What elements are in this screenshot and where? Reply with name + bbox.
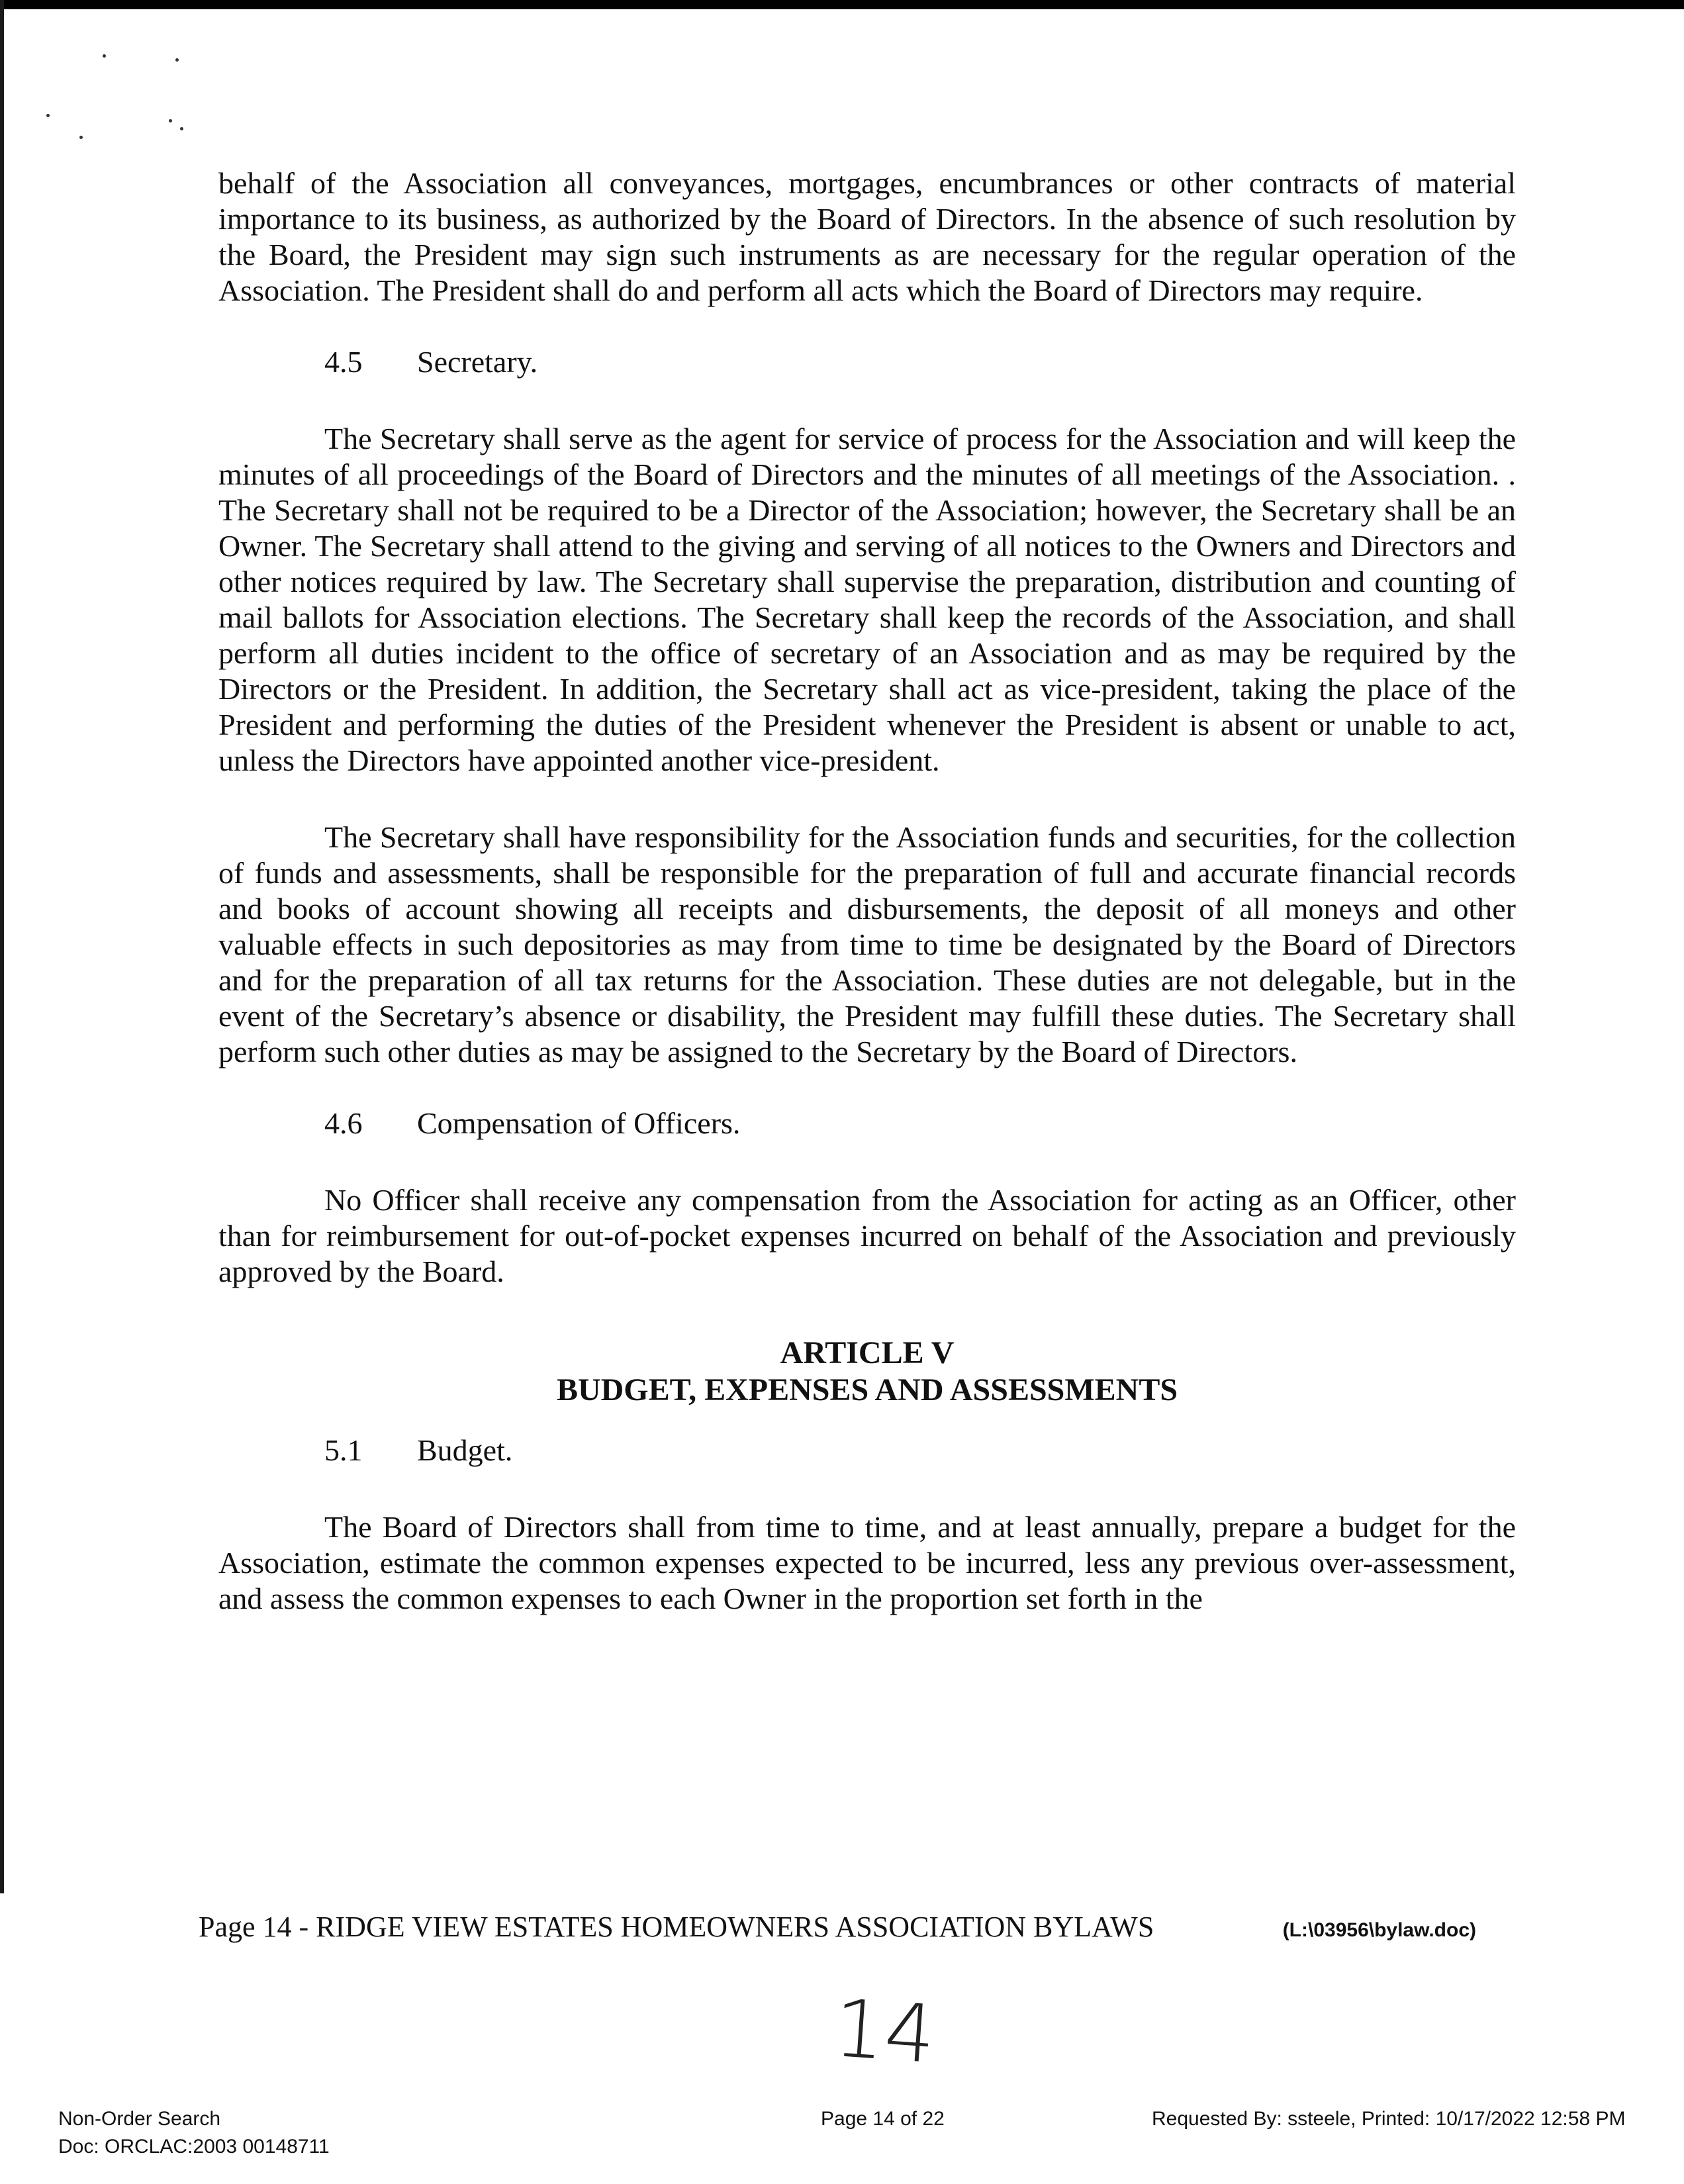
- scan-speck: [180, 127, 183, 130]
- article-title: BUDGET, EXPENSES AND ASSESSMENTS: [556, 1372, 1178, 1407]
- paragraph-secretary-funds: The Secretary shall have responsibility for the Association funds and securities, for the collection of funds and assessments, shall be responsible for the preparation of full and accurate financial records and books of account showing all receipts and disbursements, the deposit of all moneys and other valuable effects in such depositories as may from time to time be designated by the Board of Directors and for the preparation of all tax returns for the Association. These duties are not delegable, but in the event of the Secretary’s absence or disability, the President may fulfill these duties. The Secretary shall perform such other duties as may be assigned to the Secretary by the Board of Directors.: [218, 820, 1516, 1068]
- stamp-search-type: Non-Order Search: [58, 2108, 221, 2130]
- article-number: ARTICLE V: [780, 1335, 955, 1370]
- section-heading-4-5: [218, 344, 1516, 380]
- paragraph-officer-compensation: No Officer shall receive any compensation from the Association for acting as an Officer, other than for reimbursement for out-of-pocket expenses incurred on behalf of the Association and previously approved by the Board.: [218, 1183, 1516, 1288]
- stamp-requested-by: Requested By: ssteele, Printed: 10/17/2022 12:58 PM: [1152, 2108, 1626, 2130]
- page-footer: [199, 1910, 1476, 1944]
- section-heading-5-1: [218, 1433, 1516, 1468]
- paragraph-secretary-duties: The Secretary shall serve as the agent for service of process for the Association and will keep the minutes of all proceedings of the Board of Directors and the minutes of all meetings of the Association. . The Secretary shall not be required to be a Director of the Association; however, the Secretary shall be an Owner. The Secretary shall attend to the giving and serving of all notices to the Owners and Directors and other notices required by law. The Secretary shall supervise the preparation, distribution and counting of mail ballots for Association elections. The Secretary shall keep the records of the Association, and shall perform all duties incident to the office of secretary of an Association and as may be required by the Directors or the President. In addition, the Secretary shall act as vice-president, taking the place of the President and performing the duties of the President whenever the President is absent or unable to act, unless the Directors have appointed another vice-president.: [218, 422, 1516, 777]
- section-title: Budget.: [417, 1433, 513, 1467]
- stamp-page-of: Page 14 of 22: [821, 2108, 945, 2130]
- footer-page-label: Page 14 - RIDGE VIEW ESTATES HOMEOWNERS ASSOCIATION BYLAWS: [199, 1911, 1154, 1943]
- scan-speck: [169, 119, 172, 122]
- section-heading-4-6: [218, 1106, 1516, 1141]
- section-number: 5.1: [324, 1433, 363, 1467]
- scan-speck: [46, 114, 50, 117]
- stamp-doc-id: Doc: ORCLAC:2003 00148711: [58, 2136, 330, 2158]
- scan-speck: [175, 58, 179, 62]
- scan-speck: [103, 54, 106, 58]
- scan-top-border: [0, 0, 1684, 9]
- handwritten-page-number: 14: [831, 1982, 939, 2082]
- footer-file-reference: (L:\03956\bylaw.doc): [1282, 1919, 1476, 1941]
- section-number: 4.5: [324, 345, 363, 379]
- section-title: Secretary.: [417, 345, 538, 379]
- paragraph-budget: The Board of Directors shall from time to time, and at least annually, prepare a budget for the Association, estimate the common expenses expected to be incurred, less any previous over-assessment, and assess the common expenses to each Owner in the proportion set forth in the: [218, 1510, 1516, 1615]
- document-page: [218, 166, 1516, 1617]
- section-number: 4.6: [324, 1106, 363, 1140]
- stamp-left-block: [58, 2105, 330, 2161]
- section-title: Compensation of Officers.: [417, 1106, 741, 1140]
- scan-left-border: [0, 0, 4, 1893]
- paragraph-president-continued: behalf of the Association all conveyances, mortgages, encumbrances or other contracts of material importance to its business, as authorized by the Board of Directors. In the absence of such resolution by the Board, the President may sign such instruments as are necessary for the regular operation of the Association. The President shall do and perform all acts which the Board of Directors may require.: [218, 166, 1516, 307]
- scan-speck: [79, 136, 83, 139]
